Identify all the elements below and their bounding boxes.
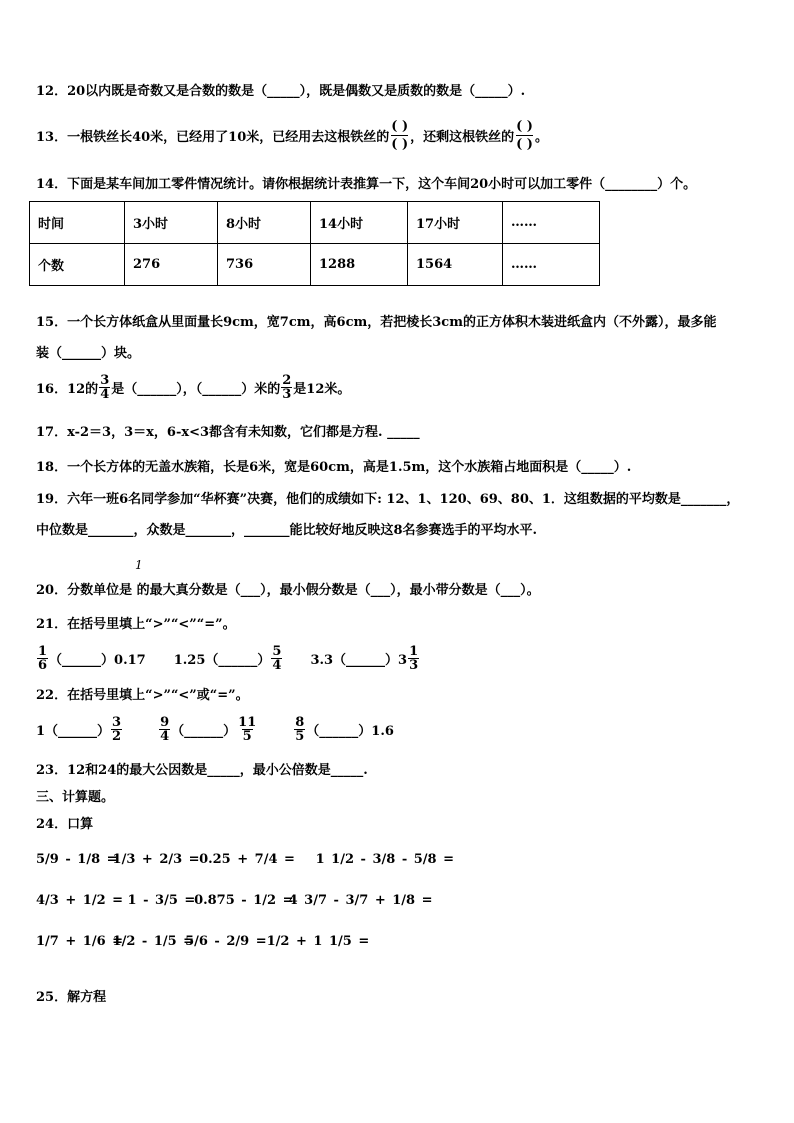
question-21-title: 21．在括号里填上“>”“<”“=”。 bbox=[36, 617, 236, 632]
calc-row-1 bbox=[36, 852, 454, 868]
table-cell: 时间 bbox=[30, 202, 125, 244]
fraction: $\frac{1}{3}$ bbox=[409, 644, 419, 673]
fraction-unit-numeral: 1 bbox=[135, 558, 143, 572]
calc-row-2 bbox=[36, 893, 433, 909]
fraction: $\frac{1}{6}$ bbox=[38, 644, 48, 673]
fraction: $\frac{5}{4}$ bbox=[272, 644, 282, 673]
table-cell: 17小时 bbox=[408, 202, 503, 244]
question-20: 20．分数单位是 的最大真分数是（___），最小假分数是（___），最小带分数是（___）。 bbox=[36, 583, 540, 598]
calc-item: 4 3/7 - 3/7 + 1/8 = bbox=[288, 893, 433, 908]
question-18: 18．一个长方体的无盖水族箱，长是6米，宽是60cm，高是1.5m，这个水族箱占地面积是（_____）. bbox=[36, 460, 632, 475]
table-cell: 个数 bbox=[30, 244, 125, 286]
table-cell: 14小时 bbox=[311, 202, 408, 244]
question-15-line1: 15．一个长方体纸盒从里面量长9cm，宽7cm，高6cm，若把棱长3cm的正方体积木装进纸盒内（不外露），最多能 bbox=[36, 315, 717, 330]
fraction: $\frac{9}{4}$ bbox=[160, 715, 170, 744]
fraction: $\frac{11}{5}$ bbox=[238, 715, 257, 744]
table-cell: 8小时 bbox=[218, 202, 311, 244]
question-19-line2: 中位数是_______，众数是_______，_______能比较好地反映这8名参赛选手的平均水平. bbox=[36, 523, 538, 538]
question-14: 14．下面是某车间加工零件情况统计。请你根据统计表推算一下，这个车间20小时可以加工零件（________）个。 bbox=[36, 177, 697, 192]
fraction: $\frac{8}{5}$ bbox=[295, 715, 305, 744]
fraction: $\frac{2}{3}$ bbox=[282, 373, 292, 402]
fraction: $\frac{3}{4}$ bbox=[100, 373, 110, 402]
table-cell: …… bbox=[503, 202, 600, 244]
calc-item: 1/2 + 1 1/5 = bbox=[266, 934, 370, 949]
calc-item: 0.875 - 1/2 = bbox=[194, 893, 294, 908]
question-13: 13．一根铁丝长40米，已经用了10米，已经用去这根铁丝的 ( ) ( ) ，还剩这根铁丝的 ( ) ( ) 。 bbox=[36, 119, 548, 152]
question-23: 23．12和24的最大公因数是_____，最小公倍数是_____. bbox=[36, 763, 368, 778]
question-24-title: 24．口算 bbox=[36, 817, 94, 832]
table-cell: 276 bbox=[125, 244, 218, 286]
table-cell: 3小时 bbox=[125, 202, 218, 244]
question-21-items: $\frac{1}{6}$ （______）0.17 1.25（______） $\frac{5}{4}$ 3.3（______）3 $\frac{1}{3}$ bbox=[38, 644, 419, 673]
calc-item: 1/3 + 2/3 = bbox=[112, 852, 200, 867]
stat-table bbox=[29, 201, 600, 286]
question-16: 16．12的 $\frac{3}{4}$ 是（______），（______）米的 $\frac{2}{3}$ 是12米。 bbox=[36, 373, 351, 402]
calc-item: 5/6 - 2/9 = bbox=[185, 934, 267, 949]
question-17: 17．x-2＝3，3＝x，6-x<3都含有未知数，它们都是方程. _____ bbox=[36, 425, 420, 440]
calc-item: 1 1/2 - 3/8 - 5/8 = bbox=[315, 852, 454, 867]
calc-item: 4/3 + 1/2 = bbox=[36, 893, 124, 908]
table-cell: 1288 bbox=[311, 244, 408, 286]
question-12: 12．20以内既是奇数又是合数的数是（_____），既是偶数又是质数的数是（_____）. bbox=[36, 84, 526, 99]
question-15-line2: 装（______）块。 bbox=[36, 346, 141, 361]
calc-row-3 bbox=[36, 934, 369, 950]
calc-item: 1/7 + 1/6 = bbox=[36, 934, 124, 949]
question-22-items: 1（______） $\frac{3}{2}$ $\frac{9}{4}$ （______） $\frac{11}{5}$ $\frac{8}{5}$ （______）1.6 bbox=[36, 715, 394, 744]
table-row bbox=[30, 202, 600, 244]
section-heading: 三、计算题。 bbox=[36, 790, 115, 805]
calc-item: 1/2 - 1/5 = bbox=[112, 934, 195, 949]
table-cell: …… bbox=[503, 244, 600, 286]
fraction: $\frac{3}{2}$ bbox=[112, 715, 122, 744]
table-row bbox=[30, 244, 600, 286]
calc-item: 0.25 + 7/4 = bbox=[199, 852, 295, 867]
fraction-blank-remaining: ( ) ( ) bbox=[516, 119, 533, 152]
calc-item: 1 - 3/5 = bbox=[127, 893, 196, 908]
table-cell: 1564 bbox=[408, 244, 503, 286]
calc-item: 5/9 - 1/8 = bbox=[36, 852, 118, 867]
table-cell: 736 bbox=[218, 244, 311, 286]
question-25: 25．解方程 bbox=[36, 990, 107, 1005]
question-22-title: 22．在括号里填上“>”“<”或“=”。 bbox=[36, 688, 249, 703]
question-19-line1: 19．六年一班6名同学参加“华杯赛”决赛，他们的成绩如下: 12、1、120、69、80、1．这组数据的平均数是_______， bbox=[36, 492, 740, 507]
fraction-blank-used: ( ) ( ) bbox=[391, 119, 409, 152]
